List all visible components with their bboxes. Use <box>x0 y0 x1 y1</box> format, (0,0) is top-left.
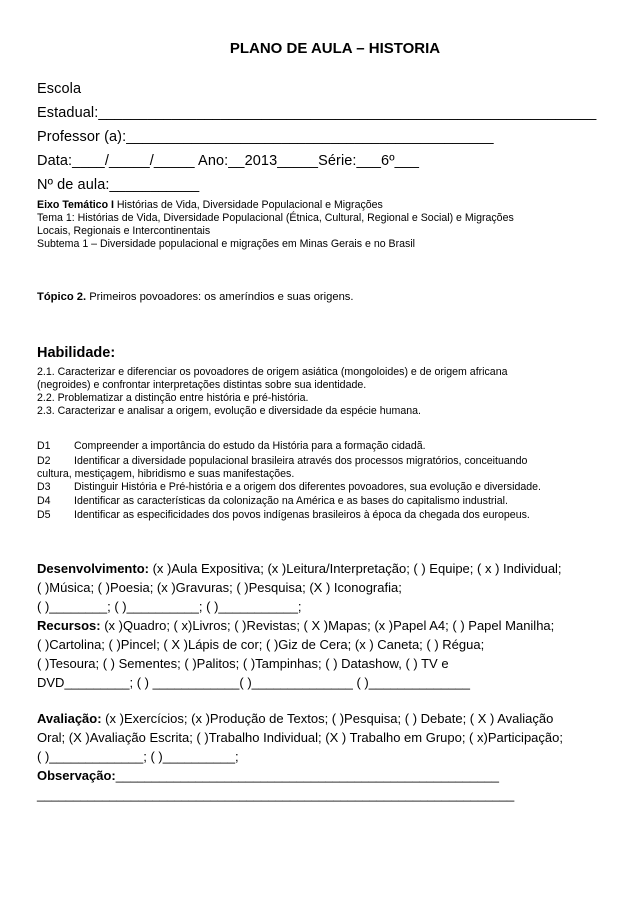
recursos-line-4: DVD_________; ( ) ____________( )______________ ( )______________ <box>37 675 470 690</box>
descritor-row <box>37 481 541 494</box>
desenvolvimento-line-2: ( )Música; ( )Poesia; (x )Gravuras; ( )Pesquisa; (X ) Iconografia; <box>37 580 402 595</box>
date-year-grade-field: Data:____/_____/_____ Ano:__2013_____Série:___6º___ <box>37 153 420 169</box>
descritor-text: Identificar as características da colonização na América e as bases do capitalismo industrial. <box>74 495 508 507</box>
descritor-row <box>37 455 527 468</box>
observacao-label: Observação: <box>37 768 116 783</box>
observacao-blank: _____________________________________________________ <box>115 768 499 783</box>
estadual-field: Estadual:_____________________________________________________________ <box>37 105 597 121</box>
descritor-text: Identificar a diversidade populacional brasileira através dos processos migratórios, conceituando <box>74 455 528 467</box>
descritor-text: Distinguir História e Pré-história e a origem dos diferentes povoadores, sua evolução e diversidade. <box>74 481 541 493</box>
descritor-text: cultura, mestiçagem, hibridismo e suas manifestações. <box>37 468 295 480</box>
habilidade-line-4: 2.3. Caracterizar e analisar a origem, evolução e diversidade da espécie humana. <box>37 405 421 417</box>
avaliacao-options: (x )Exercícios; (x )Produção de Textos; ( )Pesquisa; ( ) Debate; ( X ) Avaliação <box>101 711 554 726</box>
tema-line-2: Locais, Regionais e Intercontinentais <box>37 225 211 237</box>
descritor-text: Compreender a importância do estudo da História para a formação cidadã. <box>74 440 426 452</box>
lesson-number-field: Nº de aula:___________ <box>37 177 200 193</box>
descritor-row-continuation <box>37 468 294 481</box>
avaliacao-label: Avaliação: <box>37 711 102 726</box>
descritor-code: D5 <box>37 509 51 521</box>
habilidade-line-2: (negroides) e confrontar interpretações distintas sobre sua identidade. <box>37 379 367 391</box>
tema-line-1: Tema 1: Histórias de Vida, Diversidade Populacional (Étnica, Cultural, Regional e Social) e Migrações <box>37 212 514 224</box>
descritor-code: D3 <box>37 481 51 493</box>
avaliacao-line-2: Oral; (X )Avaliação Escrita; ( )Trabalho Individual; (X ) Trabalho em Grupo; ( x)Participação; <box>37 730 563 745</box>
recursos-line-1 <box>37 616 554 635</box>
topico-label: Tópico 2. <box>37 291 87 303</box>
observacao-line-1 <box>37 766 499 785</box>
recursos-label: Recursos: <box>37 618 101 633</box>
eixo-tematico <box>37 199 383 212</box>
habilidade-line-1: 2.1. Caracterizar e diferenciar os povoadores de origem asiática (mongoloides) e de origem africana <box>37 366 508 378</box>
eixo-text: Histórias de Vida, Diversidade Populacional e Migrações <box>113 199 383 211</box>
habilidade-title: Habilidade: <box>37 345 116 361</box>
escola-label: Escola <box>37 81 82 97</box>
descritor-row <box>37 440 426 453</box>
observacao-line-2: __________________________________________________________________ <box>37 787 515 802</box>
topico <box>37 291 354 304</box>
recursos-line-3: ( )Tesoura; ( ) Sementes; ( )Palitos; ( )Tampinhas; ( ) Datashow, ( ) TV e <box>37 656 449 671</box>
eixo-label: Eixo Temático I <box>37 199 114 211</box>
descritor-code: D1 <box>37 440 51 452</box>
desenvolvimento-line-3: ( )________; ( )__________; ( )___________; <box>37 599 302 614</box>
descritor-row <box>37 495 508 508</box>
habilidade-line-3: 2.2. Problematizar a distinção entre história e pré-história. <box>37 392 309 404</box>
avaliacao-line-1 <box>37 709 553 728</box>
recursos-line-2: ( )Cartolina; ( )Pincel; ( X )Lápis de cor; ( )Giz de Cera; (x ) Caneta; ( ) Régua; <box>37 637 485 652</box>
professor-field: Professor (a):_____________________________________________ <box>37 129 494 145</box>
descritor-code: D4 <box>37 495 51 507</box>
desenvolvimento-line-1 <box>37 559 562 578</box>
desenvolvimento-label: Desenvolvimento: <box>37 561 149 576</box>
descritor-text: Identificar as especificidades dos povos indígenas brasileiros à época da chegada dos europeus. <box>74 509 530 521</box>
page-title: PLANO DE AULA – HISTORIA <box>229 40 441 57</box>
subtema: Subtema 1 – Diversidade populacional e migrações em Minas Gerais e no Brasil <box>37 238 416 250</box>
desenvolvimento-options: (x )Aula Expositiva; (x )Leitura/Interpretação; ( ) Equipe; ( x ) Individual; <box>148 561 562 576</box>
avaliacao-line-3: ( )_____________; ( )__________; <box>37 749 239 764</box>
descritor-code: D2 <box>37 455 51 467</box>
topico-text: Primeiros povoadores: os ameríndios e suas origens. <box>86 291 354 303</box>
recursos-options: (x )Quadro; ( x)Livros; ( )Revistas; ( X )Mapas; (x )Papel A4; ( ) Papel Manilha; <box>100 618 555 633</box>
descritor-row <box>37 509 530 522</box>
